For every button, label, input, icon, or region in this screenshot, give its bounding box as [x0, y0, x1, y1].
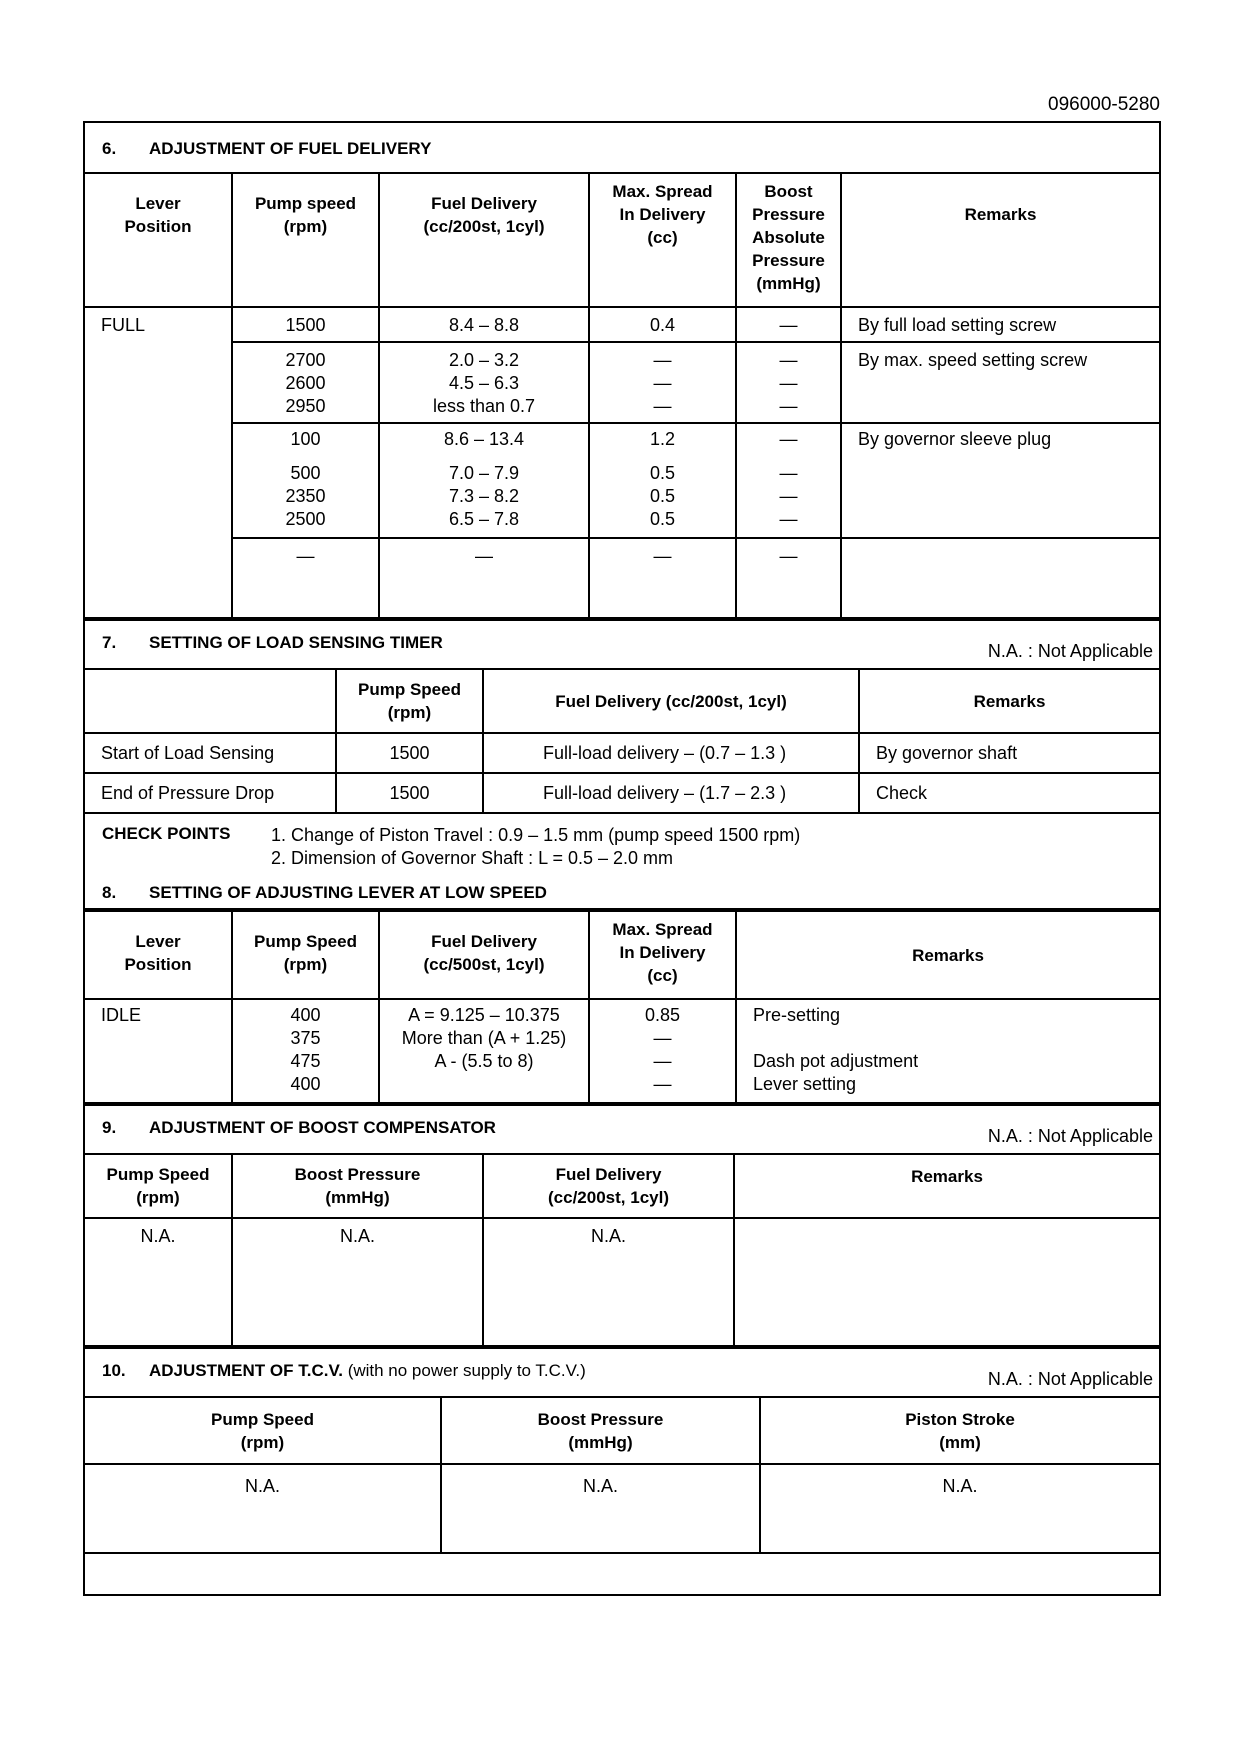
- stroke-cell: N.A.: [760, 1464, 1159, 1553]
- header-boost-pressure: Boost Pressure Absolute Pressure (mmHg): [736, 174, 841, 307]
- section-title: ADJUSTMENT OF BOOST COMPENSATOR: [149, 1118, 496, 1137]
- section-number: 10.: [102, 1361, 126, 1380]
- header-fuel-delivery: Fuel Delivery (cc/500st, 1cyl): [379, 912, 589, 999]
- remarks-cell: [734, 1218, 1159, 1346]
- section-8-title: SETTING OF ADJUSTING LEVER AT LOW SPEED: [149, 883, 547, 902]
- section-8: [83, 912, 1161, 1106]
- section-7-title: [85, 621, 1159, 670]
- spread-cell: — — —: [589, 342, 736, 423]
- section-number: 7.: [102, 633, 117, 652]
- header-max-spread: Max. Spread In Delivery (cc): [589, 174, 736, 307]
- delivery-cell: 2.0 – 3.2 4.5 – 6.3 less than 0.7: [379, 342, 589, 423]
- speed-cell: 1500: [336, 773, 483, 813]
- speed-cell: 400 375 475 400: [232, 999, 379, 1103]
- speed-cell: N.A.: [140, 1226, 176, 1246]
- na-note: N.A. : Not Applicable: [987, 1369, 1153, 1389]
- header-remarks: Remarks: [841, 174, 1159, 307]
- header-pump-speed: Pump Speed (rpm): [106, 1165, 210, 1207]
- section-title: [149, 1361, 586, 1381]
- table-row: [85, 307, 1159, 342]
- fuel-delivery-table: [85, 174, 1159, 617]
- header-row: [85, 670, 1159, 733]
- table-row: [85, 1218, 1159, 1346]
- header-blank: [85, 670, 336, 733]
- header-row: [85, 912, 1159, 999]
- document-number: 096000-5280: [1048, 94, 1160, 115]
- header-row: [85, 1155, 1159, 1218]
- table-row: [85, 999, 1159, 1103]
- blank-footer-row: [85, 1554, 1159, 1594]
- check-item: 1. Change of Piston Travel : 0.9 – 1.5 mm (pump speed 1500 rpm): [271, 825, 801, 845]
- boost-cell: N.A.: [441, 1464, 760, 1553]
- na-note: N.A. : Not Applicable: [987, 641, 1153, 661]
- load-sensing-table: [85, 670, 1159, 814]
- delivery-cell: Full-load delivery – (0.7 – 1.3 ): [483, 733, 859, 773]
- table-row: [85, 342, 1159, 423]
- header-row: [85, 1398, 1159, 1464]
- header-lever-position: Lever Position: [124, 194, 192, 236]
- section-7: [83, 619, 1161, 912]
- delivery-cell: —: [379, 538, 589, 617]
- header-pump-speed: Pump Speed (rpm): [336, 670, 483, 733]
- boost-cell: — — —: [736, 342, 841, 423]
- boost-cell: —: [736, 307, 841, 342]
- tcv-table: [85, 1398, 1159, 1554]
- header-lever-position: Lever Position: [124, 932, 192, 974]
- spread-cell: 0.85 — — —: [589, 999, 736, 1103]
- header-pump-speed: Pump speed (rpm): [232, 174, 379, 307]
- header-max-spread: Max. Spread In Delivery (cc): [589, 912, 736, 999]
- na-note: N.A. : Not Applicable: [987, 1126, 1153, 1146]
- delivery-cell: Full-load delivery – (1.7 – 2.3 ): [483, 773, 859, 813]
- remarks-cell: Pre-setting Dash pot adjustment Lever setting: [736, 999, 1159, 1103]
- header-fuel-delivery: Fuel Delivery (cc/200st, 1cyl): [483, 1155, 734, 1218]
- section-9: [83, 1106, 1161, 1349]
- table-row: [85, 423, 1159, 538]
- speed-cell: —: [232, 538, 379, 617]
- header-remarks: Remarks: [736, 912, 1159, 999]
- remarks-cell: By governor shaft: [859, 733, 1159, 773]
- boost-cell: — — — —: [736, 423, 841, 538]
- spec-sheet: [83, 121, 1161, 1596]
- header-fuel-delivery: Fuel Delivery (cc/200st, 1cyl): [483, 670, 859, 733]
- low-speed-table: [85, 912, 1159, 1104]
- section-title: ADJUSTMENT OF FUEL DELIVERY: [149, 139, 432, 158]
- spread-cell: 1.2 0.5 0.5 0.5: [589, 423, 736, 538]
- remarks-cell: By full load setting screw: [841, 307, 1159, 342]
- section-number: 6.: [102, 139, 117, 158]
- delivery-cell: 8.6 – 13.4 7.0 – 7.9 7.3 – 8.2 6.5 – 7.8: [379, 423, 589, 538]
- table-row: [85, 733, 1159, 773]
- header-boost-pressure: Boost Pressure (mmHg): [441, 1398, 760, 1464]
- section-title-note: (with no power supply to T.C.V.): [347, 1361, 586, 1380]
- speed-cell: N.A.: [244, 1476, 280, 1496]
- section-6: [83, 121, 1161, 619]
- section-number: 8.: [102, 883, 117, 902]
- section-9-title: [85, 1106, 1159, 1155]
- section-6-title: [85, 123, 1159, 174]
- speed-cell: 100 500 2350 2500: [232, 423, 379, 538]
- header-remarks: Remarks: [734, 1155, 1159, 1218]
- section-title: SETTING OF LOAD SENSING TIMER: [149, 633, 443, 652]
- header-row: [85, 174, 1159, 307]
- delivery-cell: 8.4 – 8.8: [379, 307, 589, 342]
- header-boost-pressure: Boost Pressure (mmHg): [232, 1155, 483, 1218]
- boost-cell: N.A.: [232, 1218, 483, 1346]
- delivery-cell: A = 9.125 – 10.375 More than (A + 1.25) A - (5.5 to 8): [379, 999, 589, 1103]
- header-pump-speed: Pump Speed (rpm): [211, 1409, 314, 1452]
- section-number: 9.: [102, 1118, 117, 1137]
- check-item: 2. Dimension of Governor Shaft : L = 0.5 – 2.0 mm: [271, 848, 674, 868]
- remarks-cell: Check: [859, 773, 1159, 813]
- remarks-cell: By max. speed setting screw: [841, 342, 1159, 423]
- table-row: [85, 773, 1159, 813]
- check-points-label: CHECK POINTS: [102, 824, 231, 843]
- check-points-list: [271, 824, 800, 870]
- lever-position-cell: FULL: [101, 315, 146, 335]
- check-points: [85, 814, 1159, 910]
- lever-position-cell: IDLE: [101, 1005, 142, 1025]
- delivery-cell: N.A.: [483, 1218, 734, 1346]
- section-10: [83, 1349, 1161, 1596]
- boost-compensator-table: [85, 1155, 1159, 1347]
- table-row: [85, 538, 1159, 617]
- header-remarks: Remarks: [859, 670, 1159, 733]
- remarks-cell: By governor sleeve plug: [841, 423, 1159, 538]
- speed-cell: 1500: [232, 307, 379, 342]
- row-label: Start of Load Sensing: [101, 743, 275, 763]
- spread-cell: —: [589, 538, 736, 617]
- remarks-cell: [841, 538, 1159, 617]
- section-10-title: [85, 1349, 1159, 1398]
- boost-cell: —: [736, 538, 841, 617]
- header-fuel-delivery: Fuel Delivery (cc/200st, 1cyl): [379, 174, 589, 307]
- header-pump-speed: Pump Speed (rpm): [232, 912, 379, 999]
- table-row: [85, 1464, 1159, 1553]
- speed-cell: 2700 2600 2950: [232, 342, 379, 423]
- header-piston-stroke: Piston Stroke (mm): [760, 1398, 1159, 1464]
- speed-cell: 1500: [336, 733, 483, 773]
- row-label: End of Pressure Drop: [101, 783, 275, 803]
- spread-cell: 0.4: [589, 307, 736, 342]
- section-title-main: ADJUSTMENT OF T.C.V.: [149, 1361, 343, 1380]
